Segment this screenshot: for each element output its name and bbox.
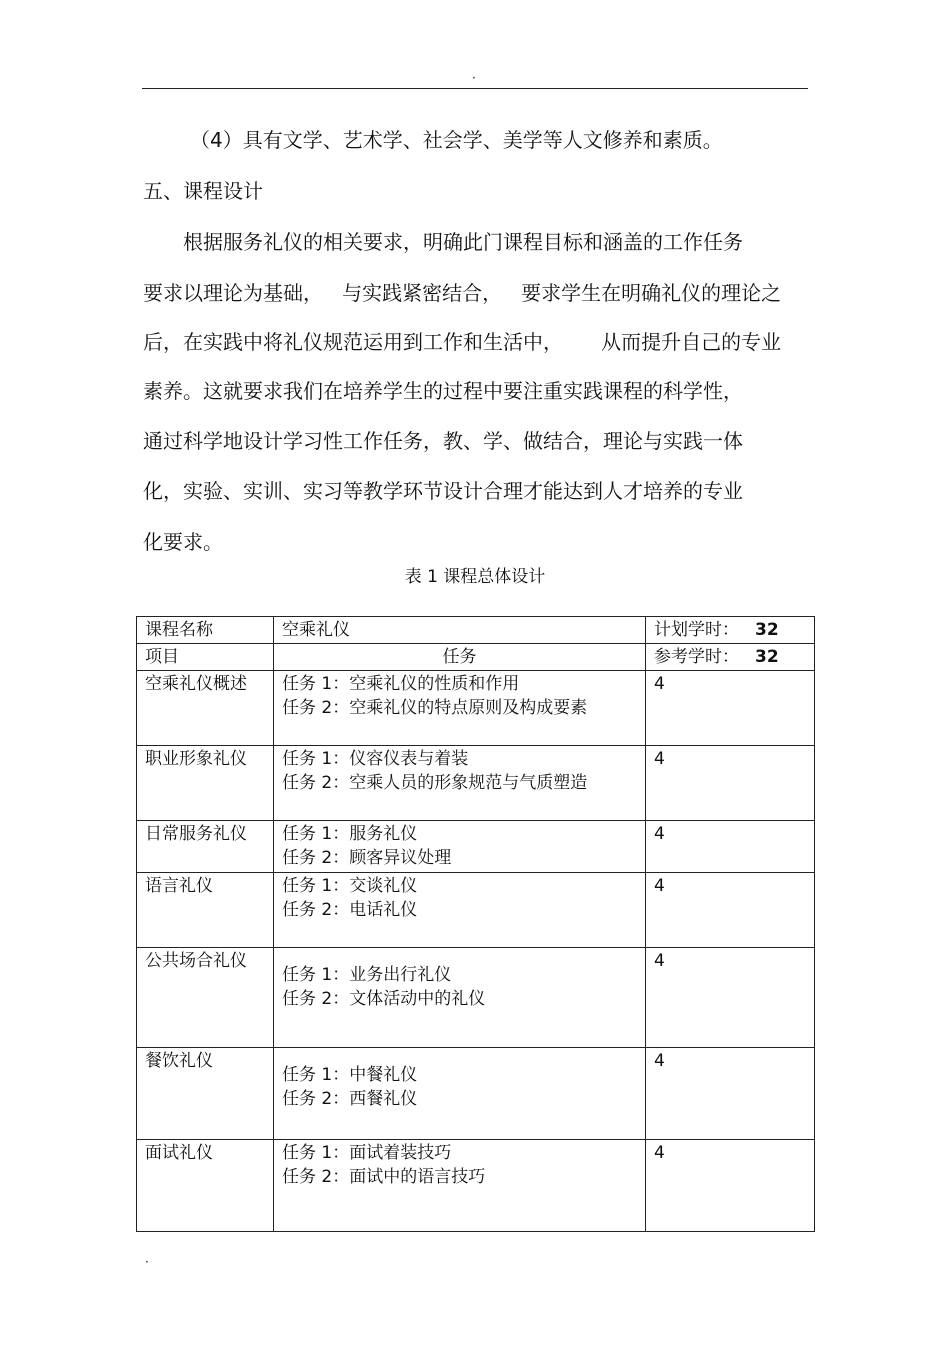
planned-hours-cell [646, 617, 815, 644]
tasks-cell [274, 1140, 646, 1232]
task-item: 任务 2：空乘礼仪的特点原则及构成要素 [282, 698, 588, 718]
hours-cell: 4 [646, 1140, 815, 1232]
body-line-6: 化，实验、实训、实习等教学环节设计合理才能达到人才培养的专业 [143, 479, 743, 503]
header-rule [142, 88, 808, 89]
project-cell: 空乘礼仪概述 [137, 671, 274, 746]
table-caption: 表 1 课程总体设计 [404, 567, 546, 587]
task-item: 任务 2：面试中的语言技巧 [282, 1167, 486, 1187]
task-item: 任务 1：交谈礼仪 [282, 876, 418, 896]
tasks-cell [274, 1048, 646, 1140]
table-row [137, 1140, 815, 1232]
table-subheader-row [137, 644, 815, 671]
task-item: 任务 1：仪容仪表与着装 [282, 749, 469, 769]
project-cell: 语言礼仪 [137, 873, 274, 948]
body-line-1: 根据服务礼仪的相关要求，明确此门课程目标和涵盖的工作任务 [183, 230, 743, 254]
project-cell: 面试礼仪 [137, 1140, 274, 1232]
course-name-value: 空乘礼仪 [274, 617, 646, 644]
table-row [137, 671, 815, 746]
table-row [137, 948, 815, 1048]
task-item: 任务 1：中餐礼仪 [282, 1065, 418, 1085]
paragraph-item-4: （4）具有文学、艺术学、社会学、美学等人文修养和素质。 [190, 128, 723, 152]
body-line-4: 素养。这就要求我们在培养学生的过程中要注重实践课程的科学性， [143, 379, 743, 403]
project-cell: 公共场合礼仪 [137, 948, 274, 1048]
tasks-cell [274, 873, 646, 948]
task-item: 任务 1：业务出行礼仪 [282, 965, 452, 985]
hours-cell: 4 [646, 671, 815, 746]
tasks-cell [274, 671, 646, 746]
hours-cell: 4 [646, 873, 815, 948]
project-cell: 职业形象礼仪 [137, 746, 274, 821]
task-item: 任务 2：空乘人员的形象规范与气质塑造 [282, 773, 588, 793]
table-header-row [137, 617, 815, 644]
task-item: 任务 1：空乘礼仪的性质和作用 [282, 674, 520, 694]
body-line-3: 后，在实践中将礼仪规范运用到工作和生活中， 从而提升自己的专业 [143, 330, 782, 354]
planned-hours-label: 计划学时： [654, 620, 739, 640]
task-item: 任务 2：顾客异议处理 [282, 848, 452, 868]
task-item: 任务 1：面试着装技巧 [282, 1143, 452, 1163]
reference-hours-value: 32 [755, 647, 779, 667]
header-mark: · [472, 71, 476, 85]
section-heading: 五、课程设计 [143, 179, 263, 203]
table-row [137, 1048, 815, 1140]
course-name-label: 课程名称 [137, 617, 274, 644]
tasks-cell [274, 821, 646, 873]
project-column-header: 项目 [137, 644, 274, 671]
body-line-5: 通过科学地设计学习性工作任务，教、学、做结合，理论与实践一体 [143, 429, 743, 453]
task-item: 任务 2：文体活动中的礼仪 [282, 989, 486, 1009]
table-row [137, 746, 815, 821]
body-line-7: 化要求。 [143, 530, 223, 554]
reference-hours-cell [646, 644, 815, 671]
hours-cell: 4 [646, 1048, 815, 1140]
project-cell: 餐饮礼仪 [137, 1048, 274, 1140]
reference-hours-label: 参考学时： [654, 647, 739, 667]
table-row [137, 821, 815, 873]
body-line-2: 要求以理论为基础， 与实践紧密结合， 要求学生在明确礼仪的理论之 [143, 281, 782, 305]
tasks-column-header: 任务 [274, 644, 646, 671]
planned-hours-value: 32 [755, 620, 779, 640]
hours-cell: 4 [646, 746, 815, 821]
hours-cell: 4 [646, 948, 815, 1048]
tasks-cell [274, 746, 646, 821]
course-design-table [136, 616, 815, 1232]
footer-mark: · [145, 1255, 149, 1269]
task-item: 任务 2：电话礼仪 [282, 900, 418, 920]
hours-cell: 4 [646, 821, 815, 873]
table-row [137, 873, 815, 948]
tasks-cell [274, 948, 646, 1048]
project-cell: 日常服务礼仪 [137, 821, 274, 873]
task-item: 任务 2：西餐礼仪 [282, 1089, 418, 1109]
task-item: 任务 1：服务礼仪 [282, 824, 418, 844]
